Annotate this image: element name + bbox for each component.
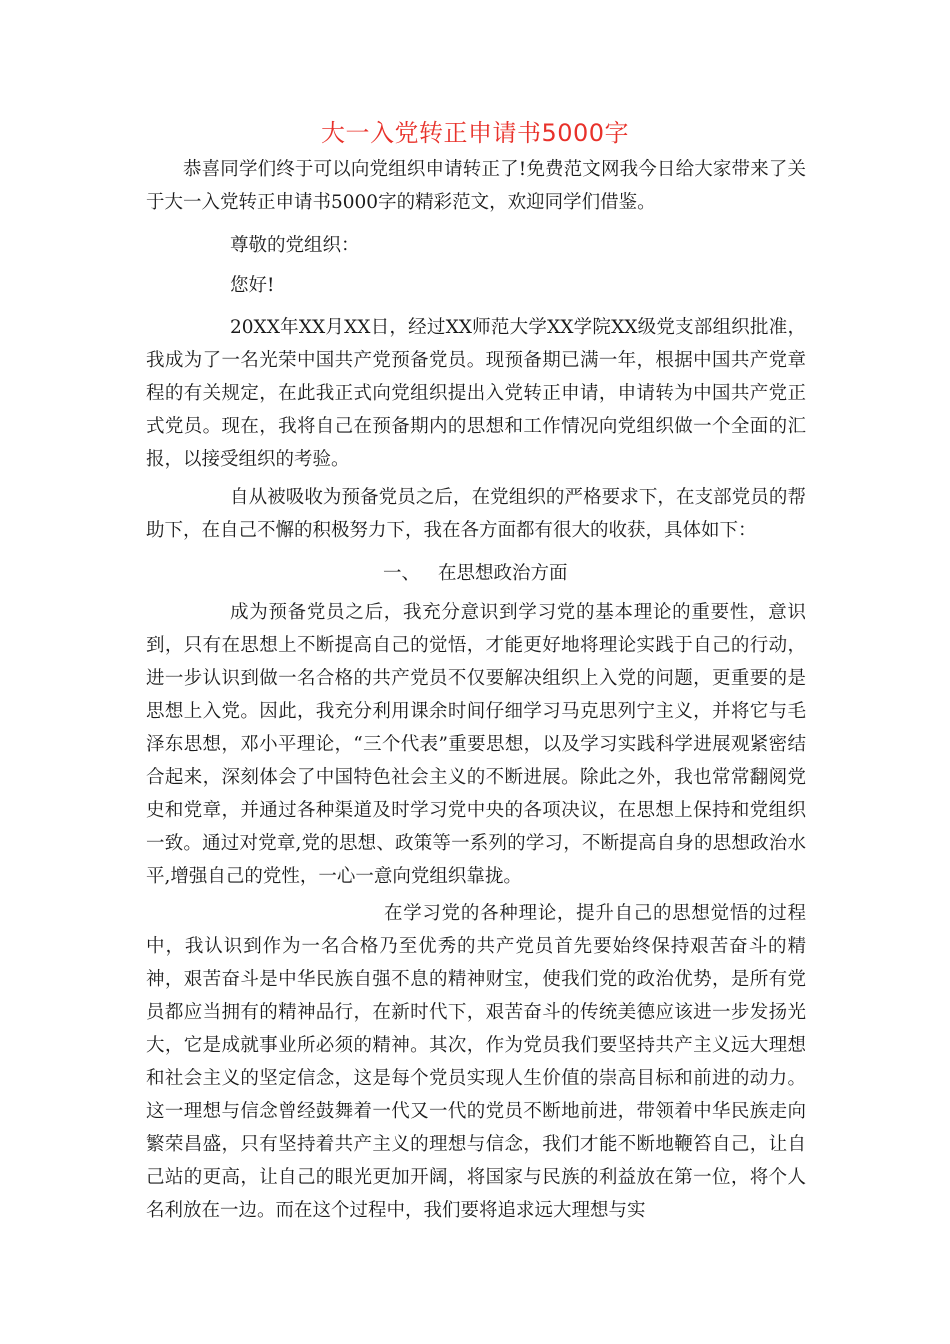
document-title: 大一入党转正申请书5000字 (320, 119, 630, 147)
paragraph-hard-work: 在学习党的各种理论，提升自己的思想觉悟的过程中，我认识到作为一名合格乃至优秀的共产党员首先要始终保持艰苦奋斗的精神，艰苦奋斗是中华民族自强不息的精神财宝，使我们党的政治优势，是所有党员都应当拥有的精神品行，在新时代下，艰苦奋斗的传统美德应该进一步发扬光大，它是成就事业所必须的精神。其次，作为党员我们要坚持共产主义远大理想和社会主义的坚定信念，这是每个党员实现人生价值的崇高目标和前进的动力。这一理想与信念曾经鼓舞着一代又一代的党员不断地前进，带领着中华民族走向繁荣昌盛，只有坚持着共产主义的理想与信念，我们才能不断地鞭笞自己，让自己站的更高，让自己的眼光更加开阔，将国家与民族的利益放在第一位，将个人名利放在一边。而在这个过程中，我们要将追求远大理想与实 (146, 903, 806, 1221)
intro-paragraph: 恭喜同学们终于可以向党组织申请转正了!免费范文网我今日给大家带来了关于大一入党转正申请书5000字的精彩范文，欢迎同学们借鉴。 (146, 159, 806, 213)
paragraph-theory-study: 成为预备党员之后，我充分意识到学习党的基本理论的重要性，意识到，只有在思想上不断提高自己的觉悟，才能更好地将理论实践于自己的行动，进一步认识到做一名合格的共产党员不仅要解决组织上入党的问题，更重要的是思想上入党。因此，我充分利用课余时间仔细学习马克思列宁主义，并将它与毛泽东思想，邓小平理论，“三个代表”重要思想，以及学习实践科学进展观紧密结合起来，深刻体会了中国特色社会主义的不断进展。除此之外，我也常常翻阅党史和党章，并通过各种渠道及时学习党中央的各项决议，在思想上保持和党组织一致。通过对党章,党的思想、政策等一系列的学习，不断提高自身的思想政治水平,增强自己的党性，一心一意向党组织靠拢。 (146, 602, 806, 887)
section-number: 一、 (383, 563, 421, 584)
paragraph-gains: 自从被吸收为预备党员之后，在党组织的严格要求下，在支部党员的帮助下，在自己不懈的积极努力下，我在各方面都有很大的收获，具体如下： (146, 487, 806, 541)
salutation: 尊敬的党组织： (230, 235, 360, 256)
section-heading (383, 557, 568, 590)
section-title: 在思想政治方面 (438, 563, 568, 584)
paragraph-application: 20XX年XX月XX日，经过XX师范大学XX学院XX级党支部组织批准，我成为了一名光荣中国共产党预备党员。现预备期已满一年，根据中国共产党章程的有关规定，在此我正式向党组织提出入党转正申请，申请转为中国共产党正式党员。现在，我将自己在预备期内的思想和工作情况向党组织做一个全面的汇报，以接受组织的考验。 (146, 317, 806, 470)
greeting: 您好! (230, 275, 275, 296)
